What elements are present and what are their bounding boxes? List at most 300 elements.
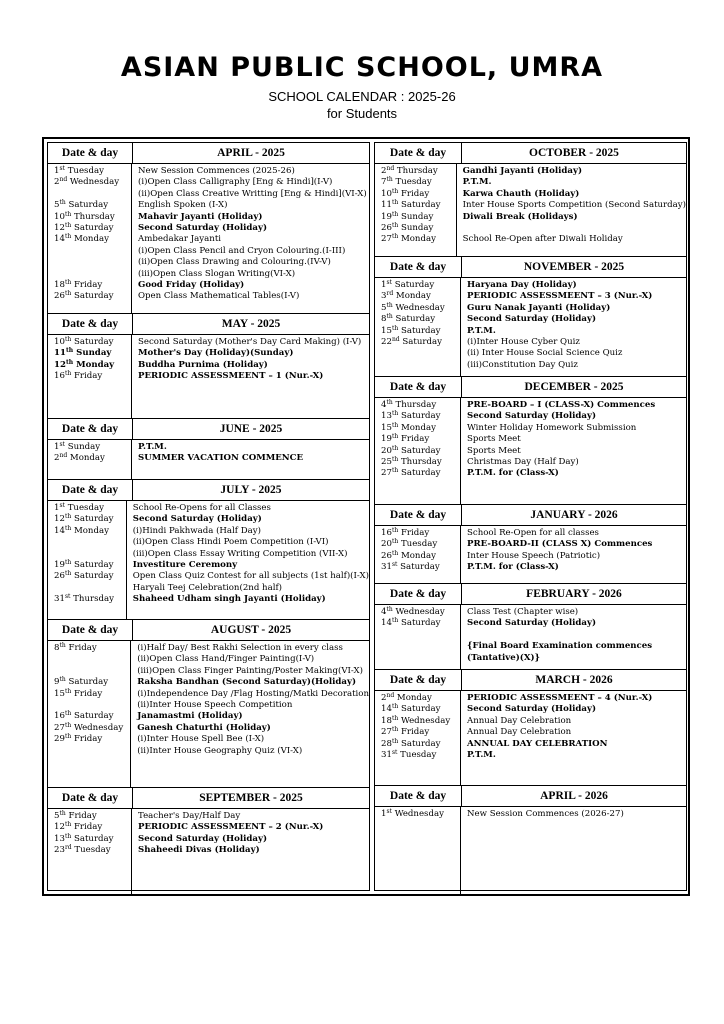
- month-block: [375, 785, 686, 894]
- event-date: [381, 809, 460, 820]
- event-text: Haryana Day (Holiday): [467, 280, 577, 290]
- date-suffix: th: [391, 737, 399, 745]
- date-number: 14: [381, 618, 392, 629]
- event-date: [54, 371, 131, 382]
- weekday: Sunday: [400, 222, 434, 233]
- event-text: (ii) Inter House Social Science Quiz: [467, 348, 623, 359]
- weekday: Monday: [69, 453, 105, 464]
- date-number: 12: [54, 822, 65, 833]
- date-suffix: st: [391, 561, 398, 569]
- date-suffix: st: [59, 502, 65, 509]
- date-suffix: th: [64, 278, 72, 286]
- event-text: (ii)Open Class Hindi Poem Competition (I-VI): [132, 537, 329, 548]
- calendar-table: [42, 137, 690, 896]
- date-spacer: [54, 654, 130, 665]
- date-suffix: th: [391, 455, 399, 463]
- date-day-header: Date & day: [48, 314, 133, 334]
- event-date: [54, 689, 130, 700]
- date-number: 10: [54, 337, 65, 347]
- event-date: [54, 291, 131, 302]
- weekday: Thursday: [395, 400, 437, 410]
- event-text: Diwali Break (Holidays): [462, 211, 578, 222]
- weekday: Tuesday: [400, 539, 438, 550]
- weekday: Friday: [73, 688, 103, 699]
- event-text: PERIODIC ASSESSMEENT – 1 (Nur.-X): [138, 371, 324, 382]
- date-suffix: th: [386, 399, 393, 406]
- event-date: [381, 750, 460, 761]
- weekday: Thursday: [73, 594, 114, 605]
- weekday: Saturday: [400, 704, 441, 715]
- weekday: Friday: [73, 279, 103, 290]
- weekday: Sunday: [76, 348, 112, 359]
- date-suffix: th: [391, 421, 399, 429]
- date-suffix: th: [64, 687, 72, 695]
- weekday: Tuesday: [74, 845, 111, 856]
- date-spacer: [381, 653, 460, 664]
- event-text: PERIODIC ASSESSMEENT – 3 (Nur.-X): [467, 291, 653, 302]
- date-number: 15: [54, 688, 65, 699]
- event-text: ANNUAL DAY CELEBRATION: [467, 738, 608, 749]
- weekday: Friday: [68, 643, 97, 653]
- date-number: 15: [381, 422, 392, 433]
- audience-subtitle: for Students: [326, 106, 398, 121]
- event-text: Shaheed Udham singh Jayanti (Holiday): [132, 594, 326, 605]
- date-spacer: [54, 257, 131, 268]
- weekday: Saturday: [402, 336, 442, 347]
- date-number: 5: [381, 302, 387, 313]
- event-text: English Spoken (I-X): [138, 200, 228, 211]
- event-text: (ii)Open Class Creative Writting [Eng & Hindi](VI-X): [138, 188, 367, 199]
- date-suffix: st: [386, 279, 392, 286]
- event-date: [54, 234, 131, 245]
- weekday: Friday: [400, 727, 430, 738]
- month-name: FEBRUARY - 2026: [526, 588, 622, 600]
- date-suffix: th: [64, 570, 72, 578]
- date-number: 1: [381, 280, 387, 290]
- event-text: Sports Meet: [467, 434, 521, 445]
- weekday: Friday: [73, 822, 103, 833]
- date-number: 8: [381, 314, 387, 325]
- date-day-header: Date & day: [375, 377, 462, 397]
- date-suffix: th: [64, 821, 72, 829]
- date-number: 18: [381, 715, 392, 726]
- date-suffix: th: [391, 703, 399, 711]
- month-block: [375, 143, 686, 256]
- date-number: 14: [54, 234, 65, 245]
- event-text: School Re-Open after Diwali Holiday: [462, 234, 623, 245]
- date-suffix: th: [64, 336, 72, 343]
- event-text: New Session Commences (2025-26): [138, 166, 295, 176]
- date-suffix: th: [391, 714, 399, 722]
- date-suffix: th: [65, 347, 74, 355]
- event-text: PRE-BOARD-II (CLASS X) Commences: [467, 539, 653, 550]
- event-date: [54, 571, 126, 582]
- month-name: JULY - 2025: [220, 484, 282, 496]
- weekday: Monday: [400, 550, 436, 561]
- event-text: (i)Open Class Pencil and Cryon Colouring.(I-III): [138, 245, 346, 256]
- event-text: Winter Holiday Homework Submission: [467, 422, 637, 433]
- date-number: 27: [54, 722, 65, 733]
- date-number: 2: [54, 177, 60, 188]
- event-text: Annual Day Celebration: [467, 715, 572, 726]
- weekday: Friday: [73, 734, 103, 745]
- month-block: [375, 376, 686, 504]
- event-text: (i)Open Class Calligraphy [Eng & Hindi](I-V): [138, 177, 333, 188]
- date-suffix: th: [64, 290, 72, 298]
- date-number: 11: [54, 348, 66, 359]
- event-text: Sports Meet: [467, 445, 521, 456]
- date-number: 13: [54, 833, 65, 844]
- weekday: Friday: [400, 188, 430, 199]
- weekday: Monday: [76, 359, 115, 370]
- weekday: Saturday: [73, 337, 114, 347]
- event-text: (i)Half Day/ Best Rakhi Selection in every class: [137, 643, 343, 653]
- event-text: Gandhi Jayanti (Holiday): [462, 166, 583, 176]
- weekday: Saturday: [400, 411, 441, 422]
- month-block: [375, 583, 686, 669]
- date-number: 18: [54, 279, 65, 290]
- date-suffix: th: [64, 210, 72, 218]
- event-text: Second Saturday (Holiday): [467, 314, 597, 325]
- event-text: Mother's Day (Holiday)(Sunday): [138, 348, 294, 359]
- event-text: P.T.M.: [467, 325, 496, 336]
- date-suffix: th: [64, 221, 72, 229]
- date-day-header: Date & day: [375, 786, 462, 806]
- event-text: PRE-BOARD – I (CLASS-X) Commences: [467, 400, 656, 410]
- date-number: 15: [381, 325, 392, 336]
- date-suffix: th: [386, 176, 393, 184]
- date-day-header: Date & day: [48, 620, 133, 640]
- date-day-header: Date & day: [375, 257, 462, 277]
- event-text: Shaheedi Divas (Holiday): [138, 845, 260, 856]
- weekday: Friday: [400, 434, 430, 445]
- date-suffix: th: [64, 233, 72, 241]
- date-day-header: Date & day: [375, 505, 462, 525]
- weekday: Wednesday: [400, 715, 451, 726]
- date-spacer: [381, 630, 460, 641]
- event-text: Second Saturday (Mother's Day Card Making) (I-V): [138, 337, 362, 347]
- date-number: 7: [381, 177, 387, 188]
- calendar-subtitle: SCHOOL CALENDAR : 2025-26: [268, 89, 456, 104]
- date-number: 26: [381, 550, 392, 561]
- month-block: [48, 619, 369, 787]
- date-number: 31: [54, 594, 65, 605]
- date-number: 3: [381, 291, 387, 302]
- month-name: OCTOBER - 2025: [529, 147, 619, 159]
- date-suffix: th: [391, 210, 399, 218]
- weekday: Monday: [395, 291, 431, 302]
- month-name: NOVEMBER - 2025: [523, 261, 625, 273]
- date-day-header: Date & day: [375, 670, 462, 690]
- event-text: Inter House Sports Competition (Second Saturday): [462, 200, 686, 211]
- event-date: [54, 643, 130, 654]
- date-day-header: Date & day: [48, 788, 133, 808]
- weekday: Saturday: [395, 314, 436, 325]
- date-suffix: th: [391, 233, 399, 241]
- weekday: Tuesday: [395, 177, 432, 188]
- event-date: [381, 468, 460, 479]
- date-number: 27: [381, 727, 392, 738]
- date-number: 19: [54, 559, 65, 570]
- date-suffix: nd: [386, 692, 395, 699]
- date-number: 25: [381, 456, 392, 467]
- weekday: Saturday: [73, 514, 114, 525]
- weekday: Saturday: [400, 738, 441, 749]
- weekday: Friday: [73, 371, 103, 382]
- date-suffix: th: [391, 617, 399, 625]
- date-suffix: th: [64, 710, 72, 718]
- event-text: (i)Inter House Spell Bee (I-X): [137, 734, 265, 745]
- month-name: JANUARY - 2026: [530, 509, 618, 521]
- event-text: Class Test (Chapter wise): [467, 607, 579, 617]
- event-text: Mahavir Jayanti (Holiday): [138, 211, 263, 222]
- right-column: [374, 142, 687, 891]
- date-number: 16: [54, 371, 65, 382]
- date-suffix: th: [391, 433, 399, 441]
- event-text: P.T.M. for (Class-X): [467, 468, 559, 479]
- date-suffix: th: [64, 721, 72, 729]
- date-number: 16: [381, 528, 392, 538]
- date-number: 31: [381, 562, 392, 573]
- date-suffix: th: [391, 199, 399, 207]
- event-date: [54, 845, 131, 856]
- date-suffix: st: [59, 441, 65, 448]
- date-number: 29: [54, 734, 65, 745]
- date-suffix: th: [391, 187, 399, 195]
- event-text: Second Saturday (Holiday): [132, 514, 262, 525]
- weekday: Saturday: [400, 445, 441, 456]
- event-text: SUMMER VACATION COMMENCE: [138, 453, 304, 464]
- date-spacer: [381, 360, 460, 371]
- date-number: 2: [54, 453, 60, 464]
- date-spacer: [54, 537, 126, 548]
- weekday: Tuesday: [400, 749, 437, 760]
- weekday: Friday: [400, 528, 430, 538]
- weekday: Sunday: [400, 211, 434, 222]
- date-number: 31: [381, 749, 392, 760]
- month-name: JUNE - 2025: [219, 423, 283, 435]
- weekday: Saturday: [400, 618, 441, 629]
- weekday: Saturday: [73, 833, 114, 844]
- month-block: [375, 504, 686, 583]
- event-text: (i)Hindi Pakhwada (Half Day): [132, 525, 261, 536]
- event-text: Annual Day Celebration: [467, 727, 572, 738]
- event-text: P.T.M.: [138, 442, 167, 452]
- date-suffix: st: [391, 748, 398, 756]
- date-suffix: th: [65, 358, 74, 366]
- date-suffix: nd: [59, 452, 68, 460]
- date-suffix: st: [386, 808, 392, 815]
- event-text: Second Saturday (Holiday): [138, 222, 268, 233]
- date-suffix: th: [59, 810, 66, 817]
- left-column: [47, 142, 370, 891]
- month-name: AUGUST - 2025: [210, 624, 292, 636]
- date-suffix: nd: [59, 176, 68, 184]
- date-suffix: th: [386, 301, 393, 309]
- weekday: Saturday: [400, 562, 440, 573]
- event-text: Investiture Ceremony: [132, 559, 238, 570]
- month-name: DECEMBER - 2025: [524, 381, 624, 393]
- date-number: 11: [381, 200, 392, 211]
- event-date: [381, 562, 460, 573]
- date-number: 13: [381, 411, 392, 422]
- event-text: (ii)Inter House Geography Quiz (VI-X): [137, 745, 303, 756]
- date-number: 5: [54, 200, 60, 211]
- event-text: {Final Board Examination commences: [467, 641, 653, 652]
- event-text: Ganesh Chaturthi (Holiday): [137, 722, 271, 733]
- date-suffix: rd: [64, 844, 72, 852]
- date-number: 26: [54, 571, 65, 582]
- date-number: 12: [54, 514, 65, 525]
- event-text: (i)Independence Day /Flag Hosting/Matki Decoration: [137, 688, 369, 699]
- date-suffix: th: [386, 606, 393, 613]
- event-text: (iii)Constitution Day Quiz: [467, 359, 578, 370]
- month-block: [48, 313, 369, 418]
- weekday: Tuesday: [67, 503, 104, 513]
- event-text: Ambedakar Jayanti: [138, 234, 222, 245]
- event-text: Karwa Chauth (Holiday): [462, 188, 580, 199]
- date-number: 1: [54, 442, 60, 452]
- event-text: Second Saturday (Holiday): [467, 618, 597, 629]
- month-block: [375, 669, 686, 785]
- event-date: [381, 337, 460, 348]
- date-suffix: st: [59, 165, 65, 172]
- weekday: Saturday: [68, 200, 109, 211]
- date-suffix: nd: [386, 165, 395, 172]
- date-number: 20: [381, 445, 392, 456]
- date-number: 2: [381, 166, 387, 176]
- date-number: 9: [54, 677, 60, 688]
- weekday: Tuesday: [67, 166, 104, 176]
- date-number: 16: [54, 711, 65, 722]
- month-name: APRIL - 2025: [217, 147, 285, 159]
- weekday: Wednesday: [73, 722, 124, 733]
- event-text: P.T.M.: [462, 177, 492, 188]
- weekday: Saturday: [68, 677, 109, 688]
- weekday: Saturday: [73, 559, 114, 570]
- date-number: 5: [54, 811, 60, 821]
- date-suffix: th: [391, 549, 399, 557]
- event-text: (iii)Open Class Slogan Writing(VI-X): [138, 268, 296, 279]
- date-suffix: th: [391, 410, 399, 418]
- weekday: Wednesday: [395, 302, 445, 313]
- date-number: 2: [381, 693, 387, 703]
- date-number: 4: [381, 400, 387, 410]
- event-text: PERIODIC ASSESSMEENT – 2 (Nur.-X): [138, 822, 324, 833]
- event-text: (Tantative)(X)}: [467, 652, 541, 663]
- event-text: Christmas Day (Half Day): [467, 456, 579, 467]
- month-block: [48, 787, 369, 894]
- date-spacer: [54, 746, 130, 757]
- date-suffix: th: [64, 733, 72, 741]
- event-text: Good Friday (Holiday): [138, 279, 245, 290]
- date-suffix: rd: [386, 290, 394, 298]
- date-number: 28: [381, 738, 392, 749]
- weekday: Monday: [73, 234, 109, 245]
- weekday: Saturday: [73, 711, 114, 722]
- date-suffix: th: [64, 558, 72, 566]
- event-text: Buddha Purnima (Holiday): [138, 359, 268, 370]
- date-number: 1: [54, 503, 60, 513]
- weekday: Thursday: [400, 456, 442, 467]
- weekday: Wednesday: [69, 177, 120, 188]
- date-number: 26: [54, 291, 65, 302]
- date-suffix: th: [59, 642, 66, 649]
- date-number: 26: [381, 222, 392, 233]
- date-suffix: th: [64, 370, 72, 378]
- date-suffix: th: [391, 444, 399, 452]
- date-spacer: [381, 641, 460, 652]
- event-text: (i)Inter House Cyber Quiz: [467, 336, 580, 347]
- date-number: 23: [54, 845, 65, 856]
- date-suffix: th: [64, 513, 72, 521]
- date-suffix: th: [391, 221, 399, 229]
- weekday: Thursday: [396, 166, 438, 176]
- event-text: P.T.M. for (Class-X): [467, 562, 559, 573]
- date-suffix: st: [64, 593, 71, 601]
- weekday: Saturday: [400, 325, 441, 336]
- event-text: Second Saturday (Holiday): [467, 704, 597, 715]
- date-number: 27: [381, 234, 392, 245]
- event-text: Haryali Teej Celebration(2nd half): [132, 582, 282, 593]
- month-block: [48, 418, 369, 479]
- weekday: Saturday: [73, 571, 114, 582]
- date-number: 1: [54, 166, 60, 176]
- event-text: Second Saturday (Holiday): [467, 411, 597, 422]
- event-text: (ii)Inter House Speech Competition: [137, 699, 293, 710]
- school-title: ASIAN PUBLIC SCHOOL, UMRA: [120, 52, 604, 83]
- date-day-header: Date & day: [375, 143, 462, 163]
- date-number: 4: [381, 607, 387, 617]
- event-text: (iii)Open Class Finger Painting/Poster Making(VI-X): [137, 665, 363, 676]
- event-text: School Re-Open for all classes: [467, 528, 599, 538]
- date-suffix: nd: [391, 335, 400, 343]
- weekday: Monday: [73, 525, 109, 536]
- event-date: [54, 453, 131, 464]
- event-text: PERIODIC ASSESSMEENT – 4 (Nur.-X): [467, 693, 653, 703]
- weekday: Thursday: [73, 211, 115, 222]
- event-text: Raksha Bandhan (Second Saturday)(Holiday): [137, 677, 357, 688]
- date-number: 1: [381, 809, 387, 819]
- event-text: Open Class Mathematical Tables(I-V): [138, 291, 300, 302]
- weekday: Saturday: [394, 280, 435, 290]
- event-text: (ii)Open Class Drawing and Colouring.(IV-V): [138, 257, 331, 268]
- weekday: Monday: [400, 234, 436, 245]
- date-day-header: Date & day: [48, 419, 133, 439]
- weekday: Sunday: [67, 442, 101, 452]
- event-text: Inter House Speech (Patriotic): [467, 550, 601, 561]
- event-text: Second Saturday (Holiday): [138, 833, 268, 844]
- date-suffix: th: [391, 324, 399, 332]
- event-date: [381, 618, 460, 629]
- date-spacer: [54, 246, 131, 257]
- month-block: [48, 143, 369, 313]
- event-date: [54, 526, 126, 537]
- event-date: [54, 734, 130, 745]
- month-block: [375, 256, 686, 376]
- event-text: Open Class Quiz Contest for all subjects (1st half)(I-X): [132, 571, 369, 582]
- date-number: 19: [381, 434, 392, 445]
- event-text: P.T.M.: [467, 749, 496, 760]
- event-text: Janamastmi (Holiday): [137, 711, 243, 722]
- date-spacer: [381, 348, 460, 359]
- date-suffix: th: [64, 524, 72, 532]
- date-suffix: th: [59, 199, 66, 207]
- weekday: Saturday: [73, 291, 114, 302]
- event-text: Guru Nanak Jayanti (Holiday): [467, 302, 611, 313]
- date-number: 22: [381, 336, 392, 347]
- date-number: 10: [54, 211, 65, 222]
